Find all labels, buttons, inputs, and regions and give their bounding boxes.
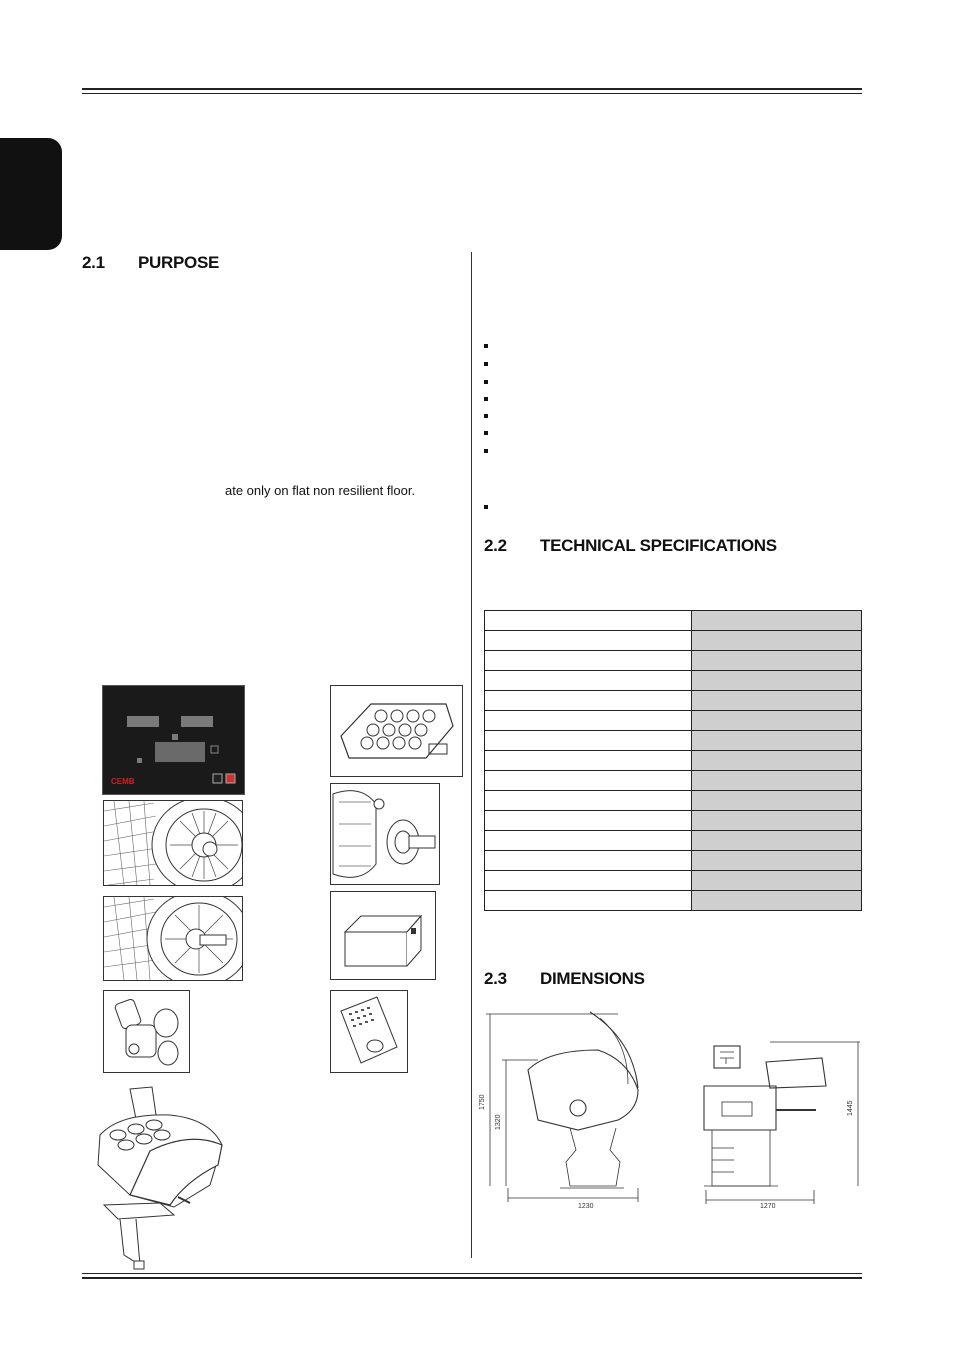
display-panel-drawing <box>103 686 244 794</box>
section-heading-technical-specifications <box>484 536 777 556</box>
spec-label-cell <box>485 611 692 631</box>
front-dimension-drawing <box>478 1010 658 1210</box>
spec-row <box>485 611 862 631</box>
display-brand-logo: CEMB <box>111 777 135 786</box>
section-heading-purpose <box>82 253 219 273</box>
bullet-marker <box>484 344 488 348</box>
weight-tray-drawing <box>331 686 462 776</box>
dim-width: 1230 <box>578 1203 594 1210</box>
spec-value-cell <box>692 891 862 911</box>
spec-value-cell <box>692 851 862 871</box>
bullet-marker <box>484 431 488 435</box>
dim-width: 1270 <box>760 1203 776 1210</box>
figure-balancer-isometric <box>90 1085 240 1275</box>
spec-row <box>485 631 862 651</box>
top-rule-thick <box>82 88 862 90</box>
figure-wheel-clamping-1 <box>103 800 243 886</box>
spec-label-cell <box>485 871 692 891</box>
spec-row <box>485 851 862 871</box>
balancer-drawing <box>90 1085 240 1275</box>
side-dimension-drawing <box>690 1036 862 1210</box>
spec-row <box>485 831 862 851</box>
spec-value-cell <box>692 651 862 671</box>
gauge-drawing <box>104 991 189 1072</box>
spec-value-cell <box>692 831 862 851</box>
spec-label-cell <box>485 891 692 911</box>
figure-wheel-clamping-2 <box>103 896 243 981</box>
bullet-marker <box>484 449 488 453</box>
figure-gauge-arm <box>103 990 190 1073</box>
spec-label-cell <box>485 831 692 851</box>
section-title: TECHNICAL SPECIFICATIONS <box>540 536 777 555</box>
spec-value-cell <box>692 671 862 691</box>
bullet-marker <box>484 380 488 384</box>
spec-value-cell <box>692 711 862 731</box>
spec-row <box>485 751 862 771</box>
section-number: 2.3 <box>484 969 507 988</box>
spec-row <box>485 651 862 671</box>
spec-value-cell <box>692 611 862 631</box>
dim-height-inner: 1320 <box>495 1114 502 1130</box>
dim-height-total: 1750 <box>479 1094 486 1110</box>
floor-note: ate only on flat non resilient floor. <box>225 483 416 498</box>
column-divider <box>471 252 472 1258</box>
spec-row <box>485 791 862 811</box>
spec-value-cell <box>692 691 862 711</box>
spec-row <box>485 871 862 891</box>
bullet-marker <box>484 414 488 418</box>
spec-row <box>485 711 862 731</box>
dim-height: 1445 <box>847 1100 854 1116</box>
keypad-drawing <box>331 991 407 1072</box>
spec-row <box>485 891 862 911</box>
spec-row <box>485 811 862 831</box>
technical-spec-table <box>484 610 862 911</box>
chapter-tab <box>0 138 62 250</box>
wheel-drawing <box>104 897 242 980</box>
spec-label-cell <box>485 671 692 691</box>
figure-dimensions-front <box>478 1010 658 1210</box>
spec-value-cell <box>692 811 862 831</box>
wheel-drawing <box>104 801 242 885</box>
figure-flange-shaft <box>330 783 440 885</box>
bottom-rule-thick <box>82 1277 862 1279</box>
figure-display-panel <box>102 685 245 795</box>
figure-accessory-box <box>330 891 436 980</box>
spec-row <box>485 691 862 711</box>
section-title: PURPOSE <box>138 253 220 272</box>
spec-label-cell <box>485 811 692 831</box>
box-drawing <box>331 892 435 979</box>
section-number: 2.2 <box>484 536 507 555</box>
spec-label-cell <box>485 631 692 651</box>
spec-row <box>485 731 862 751</box>
spec-value-cell <box>692 791 862 811</box>
bullet-marker <box>484 505 488 509</box>
spec-value-cell <box>692 731 862 751</box>
figure-weight-tray <box>330 685 463 777</box>
spec-label-cell <box>485 791 692 811</box>
figure-keypad-card <box>330 990 408 1073</box>
bullet-marker <box>484 362 488 366</box>
flange-drawing <box>331 784 439 884</box>
spec-label-cell <box>485 651 692 671</box>
bullet-marker <box>484 397 488 401</box>
spec-label-cell <box>485 851 692 871</box>
section-number: 2.1 <box>82 253 105 272</box>
spec-value-cell <box>692 631 862 651</box>
spec-label-cell <box>485 731 692 751</box>
figure-dimensions-side <box>690 1036 862 1210</box>
spec-label-cell <box>485 771 692 791</box>
section-heading-dimensions <box>484 969 645 989</box>
spec-label-cell <box>485 711 692 731</box>
spec-label-cell <box>485 751 692 771</box>
section-title: DIMENSIONS <box>540 969 645 988</box>
spec-value-cell <box>692 771 862 791</box>
spec-row <box>485 771 862 791</box>
top-rule-thin <box>82 93 862 94</box>
spec-label-cell <box>485 691 692 711</box>
spec-value-cell <box>692 751 862 771</box>
spec-row <box>485 671 862 691</box>
spec-value-cell <box>692 871 862 891</box>
